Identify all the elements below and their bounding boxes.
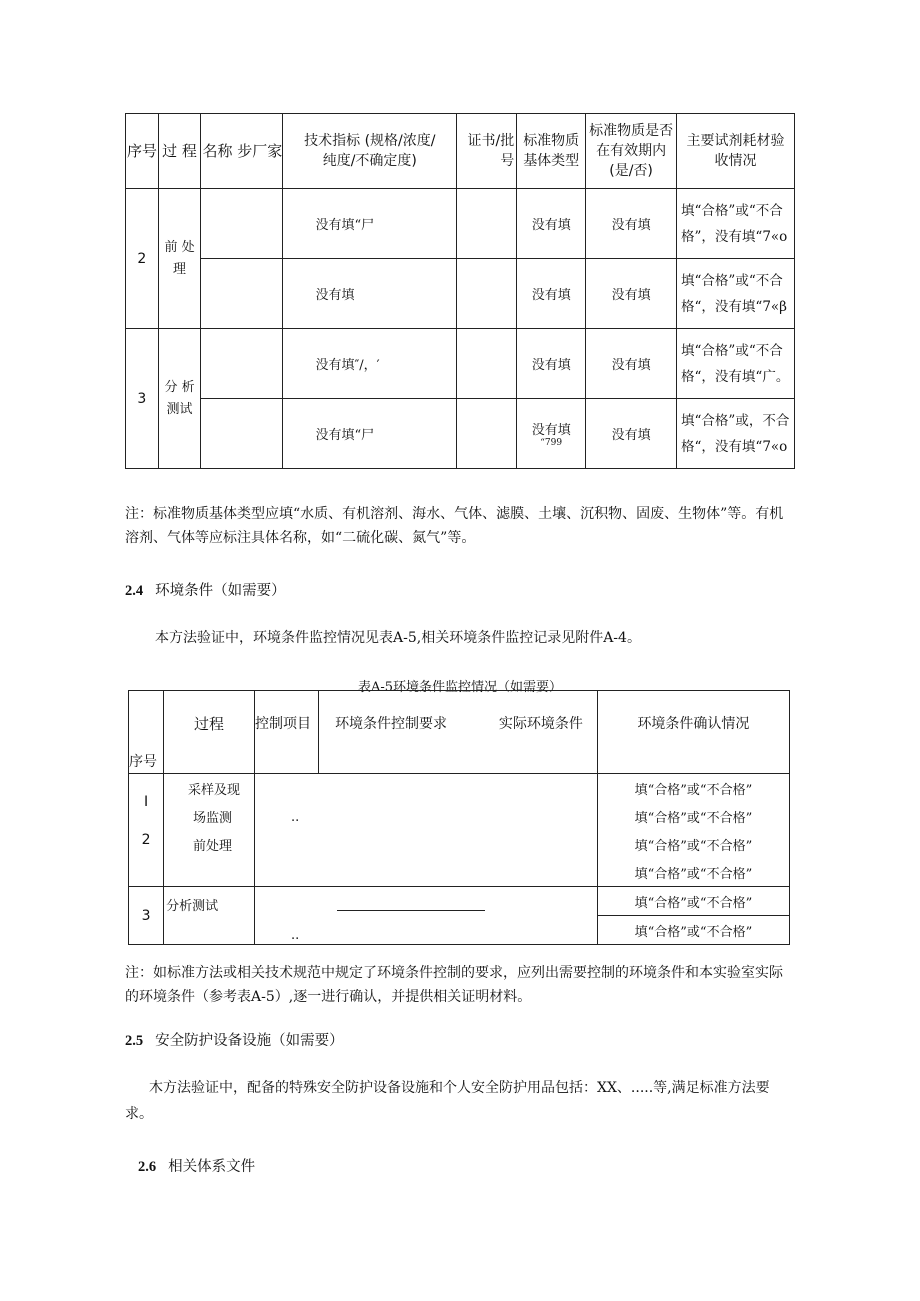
accept-cell: 填“合格”或“不合格“，没有填“广。 [677, 329, 795, 399]
header-actual: 实际环境条件 [463, 691, 597, 774]
env-blank-cell [254, 774, 597, 887]
accept-cell: 填“合格”或“不合格“，没有填“7«β [677, 259, 795, 329]
process-cell: 分析测试 [164, 887, 255, 945]
process-cell: 前处理 [164, 830, 255, 858]
cert-cell [457, 259, 517, 329]
header-process: 过 程 [158, 114, 201, 189]
matrix-subtext: “799 [540, 438, 563, 448]
table-row [129, 887, 790, 916]
valid-cell: 没有填 [586, 399, 677, 469]
seq-cell: 3 [126, 329, 159, 469]
confirm-cell: 填“合格”或“不合格” [597, 887, 789, 916]
matrix-text: 没有填 [531, 423, 571, 438]
dots: .. [290, 810, 300, 825]
safety-paragraph: 木方法验证中，配备的特殊安全防护设备设施和个人安全防护用品包括：XX、.....等,满足标准方法要求。 [125, 1080, 770, 1122]
reagent-table [125, 113, 795, 469]
header-seq: 序号 [129, 691, 164, 774]
section-2-6-heading [138, 1155, 255, 1176]
table-header-row [129, 691, 790, 774]
header-valid: 标准物质是否在有效期内(是/否) [586, 114, 677, 189]
matrix-cell: 没有填 [517, 259, 586, 329]
table-row [126, 329, 795, 399]
spec-cell: 没有填“尸 [283, 189, 457, 259]
valid-cell: 没有填 [586, 329, 677, 399]
process-cell [164, 858, 255, 887]
seq-cell: 2 [129, 830, 164, 887]
table-row [129, 774, 790, 803]
process-cell: 前 处 理 [158, 189, 201, 329]
section-number: 2.6 [138, 1159, 157, 1175]
matrix-cell: 没有填 [517, 329, 586, 399]
table-row [126, 259, 795, 329]
note-standard-matrix: 注：标准物质基体类型应填“水质、有机溶剂、海水、气体、滤膜、土壤、沉积物、固废、生物体”等。有机溶剂、气体等应标注具体名称，如“二硫化碳、氮气”等。 [125, 506, 784, 546]
matrix-cell: 没有填 [517, 189, 586, 259]
cert-cell [457, 189, 517, 259]
header-name-maker: 名称 步厂家 [201, 114, 283, 189]
name-cell [201, 329, 283, 399]
name-cell [201, 399, 283, 469]
accept-cell: 填“合格”或，不合格“，没有填“7«o [677, 399, 795, 469]
table-a5-caption: 表A-5环境条件监控情况（如需要） [357, 680, 563, 695]
header-matrix: 标准物质基体类型 [517, 114, 586, 189]
table-header-row [126, 114, 795, 189]
note-env-conditions: 注：如标准方法或相关技术规范中规定了环境条件控制的要求，应列出需要控制的环境条件和本实验室实际的环境条件（参考表A-5）,逐一进行确认，并提供相关证明材料。 [125, 965, 783, 1005]
valid-cell: 没有填 [586, 189, 677, 259]
env-table [128, 690, 790, 945]
table-row [126, 399, 795, 469]
valid-cell: 没有填 [586, 259, 677, 329]
section-number: 2.5 [125, 1033, 144, 1049]
name-cell [201, 259, 283, 329]
spec-cell: 没有填″/，′ [283, 329, 457, 399]
env-paragraph: 本方法验证中，环境条件监控情况见表A-5,相关环境条件监控记录见附件A-4。 [155, 630, 641, 646]
table-row [126, 189, 795, 259]
seq-cell: 3 [129, 887, 164, 945]
header-accept: 主要试剂耗材验收情况 [677, 114, 795, 189]
spec-cell: 没有填“尸 [283, 399, 457, 469]
env-blank-cell [254, 887, 597, 945]
accept-cell: 填“合格”或“不合格”，没有填“7«o [677, 189, 795, 259]
section-2-4-heading [125, 579, 286, 600]
header-req: 环境条件控制要求 [319, 691, 464, 774]
name-cell [201, 189, 283, 259]
header-confirm: 环境条件确认情况 [597, 691, 789, 774]
process-cell: 分 析 测试 [158, 329, 201, 469]
dots: .. [290, 928, 300, 943]
confirm-cell: 填“合格”或“不合格” [597, 916, 789, 945]
process-cell: 采样及现 [164, 774, 255, 803]
seq-cell: 2 [126, 189, 159, 329]
confirm-cell: 填“合格”或“不合格” [597, 802, 789, 830]
confirm-cell: 填“合格”或“不合格” [597, 774, 789, 803]
cert-cell [457, 399, 517, 469]
confirm-cell: 填“合格”或“不合格” [597, 858, 789, 887]
section-title: 环境条件（如需要） [155, 583, 286, 599]
matrix-cell [517, 399, 586, 469]
spec-cell: 没有填 [283, 259, 457, 329]
section-number: 2.4 [125, 583, 144, 599]
header-seq: 序号 [126, 114, 159, 189]
section-title: 相关体系文件 [168, 1159, 256, 1175]
process-cell: 场监测 [164, 802, 255, 830]
section-2-5-heading [125, 1029, 344, 1050]
underline-mark [337, 902, 597, 918]
confirm-cell: 填“合格”或“不合格” [597, 830, 789, 858]
header-spec: 技术指标 (规格/浓度/纯度/不确定度) [283, 114, 457, 189]
header-item: 控制项目 [254, 691, 318, 774]
section-title: 安全防护设备设施（如需要） [155, 1033, 344, 1049]
cert-cell [457, 329, 517, 399]
header-cert: 证书/批号 [457, 114, 517, 189]
header-process: 过程 [164, 691, 255, 774]
seq-cell: I [129, 774, 164, 831]
